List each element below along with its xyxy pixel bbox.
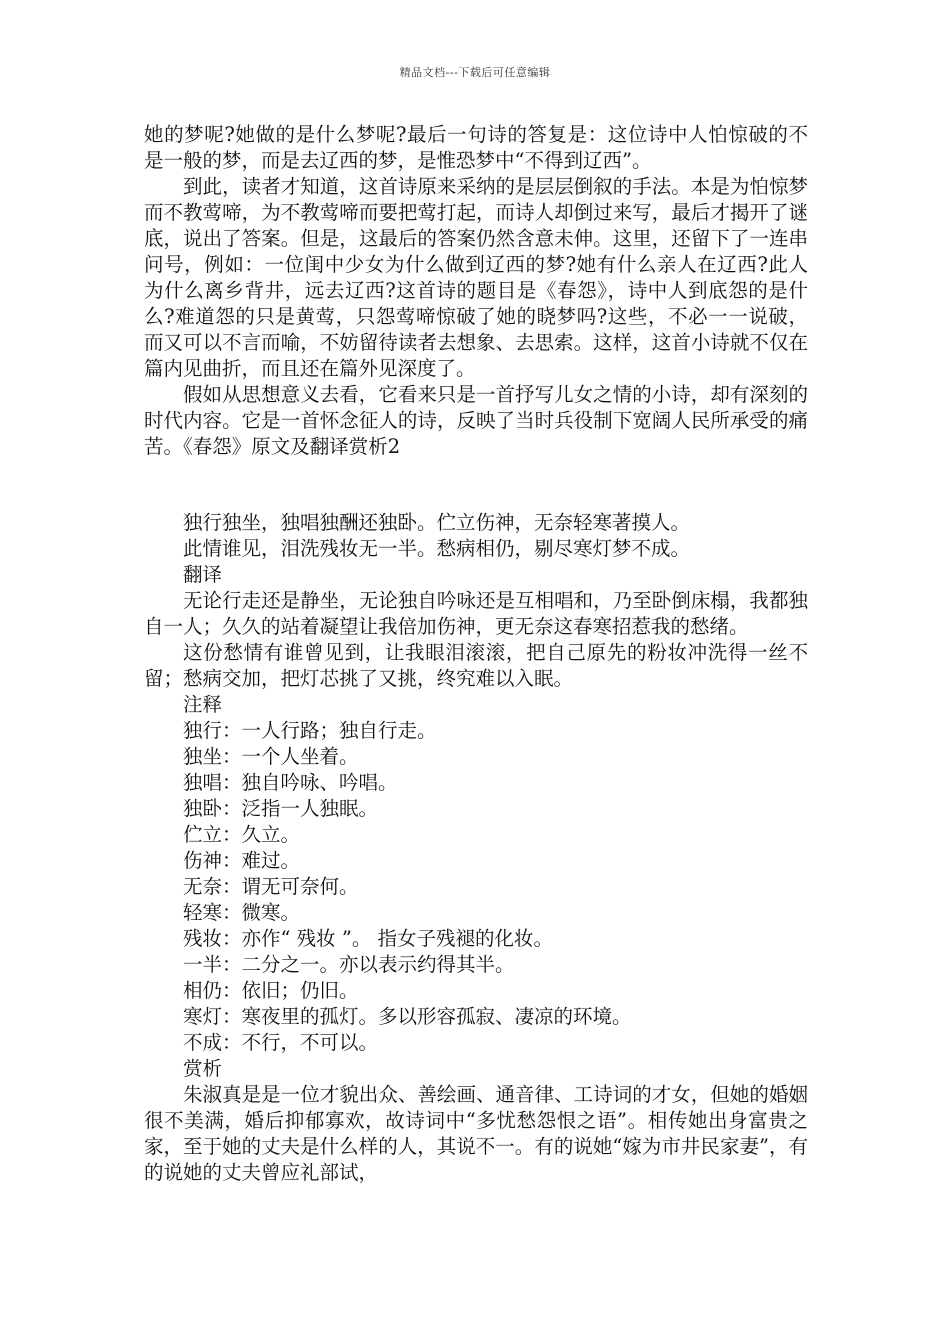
section-gap [144, 460, 808, 510]
poem-line: 独行独坐，独唱独酬还独卧。伫立伤神，无奈轻寒著摸人。 [183, 511, 691, 534]
note-item: 独坐：一个人坐着。 [183, 745, 359, 768]
note-item: 伫立：久立。 [183, 823, 301, 846]
notes-heading: 注释 [183, 693, 223, 716]
page-header: 精品文档---下载后可任意编辑 [399, 66, 551, 79]
note-item: 独卧：泛指一人独眠。 [183, 797, 379, 820]
poem-line: 此情谁见，泪洗残妆无一半。愁病相仍，剔尽寒灯梦不成。 [183, 537, 691, 560]
note-item: 轻寒：微寒。 [183, 901, 301, 924]
paragraph: 到此，读者才知道，这首诗原来采纳的是层层倒叙的手法。本是为怕惊梦而不教莺啼，为不教莺啼而要把莺打起，而诗人却倒过来写，最后才揭开了谜底，说出了答案。但是，这最后的答案仍然含意未伸。这里，还留下了一连串问号，例如：一位闺中少女为什么做到辽西的梦?她有什么亲人在辽西?此人为什么离乡背井，远去辽西?这首诗的题目是《春怨》，诗中人到底怨的是什么?难道怨的只是黄莺，只怨莺啼惊破了她的晓梦吗?这些，不必一一说破，而又可以不言而喻，不妨留待读者去想象、去思索。这样，这首小诗就不仅在篇内见曲折，而且还在篇外见深度了。 [144, 175, 808, 380]
note-item: 不成：不行，不可以。 [183, 1031, 379, 1054]
paragraph: 她的梦呢?她做的是什么梦呢?最后一句诗的答复是：这位诗中人怕惊破的不是一般的梦，而是去辽西的梦，是惟恐梦中“不得到辽西”。 [144, 123, 808, 172]
appreciation-paragraph: 朱淑真是是一位才貌出众、善绘画、通音律、工诗词的才女，但她的婚姻很不美满，婚后抑郁寡欢，故诗词中“多忧愁怨恨之语”。相传她出身富贵之家，至于她的丈夫是什么样的人，其说不一。有的说她“嫁为市井民家妻”，有的说她的丈夫曾应礼部试， [144, 1083, 808, 1184]
note-item: 无奈：谓无可奈何。 [183, 875, 359, 898]
note-item: 伤神：难过。 [183, 849, 301, 872]
paragraph: 假如从思想意义去看，它看来只是一首抒写儿女之情的小诗，却有深刻的时代内容。它是一首怀念征人的诗，反映了当时兵役制下宽阔人民所承受的痛苦。《春怨》原文及翻译赏析2 [144, 383, 808, 458]
appreciation-heading: 赏析 [183, 1057, 223, 1080]
note-item: 相仍：依旧；仍旧。 [183, 979, 359, 1002]
note-item: 残妆：亦作“ 残妆 ”。 指女子残褪的化妆。 [183, 927, 554, 950]
note-item: 独行：一人行路；独自行走。 [183, 719, 437, 742]
note-item: 一半：二分之一。亦以表示约得其半。 [183, 953, 515, 976]
translation-paragraph: 这份愁情有谁曾见到，让我眼泪滚滚，把自己原先的粉妆冲洗得一丝不留；愁病交加，把灯芯挑了又挑，终究难以入眠。 [144, 641, 808, 690]
translation-heading: 翻译 [183, 563, 223, 586]
document-body [144, 122, 808, 1186]
translation-paragraph: 无论行走还是静坐，无论独自吟咏还是互相唱和，乃至卧倒床榻，我都独自一人；久久的站着凝望让我倍加伤神，更无奈这春寒招惹我的愁绪。 [144, 589, 808, 638]
note-item: 独唱：独自吟咏、吟唱。 [183, 771, 398, 794]
note-item: 寒灯：寒夜里的孤灯。多以形容孤寂、凄凉的环境。 [183, 1005, 632, 1028]
